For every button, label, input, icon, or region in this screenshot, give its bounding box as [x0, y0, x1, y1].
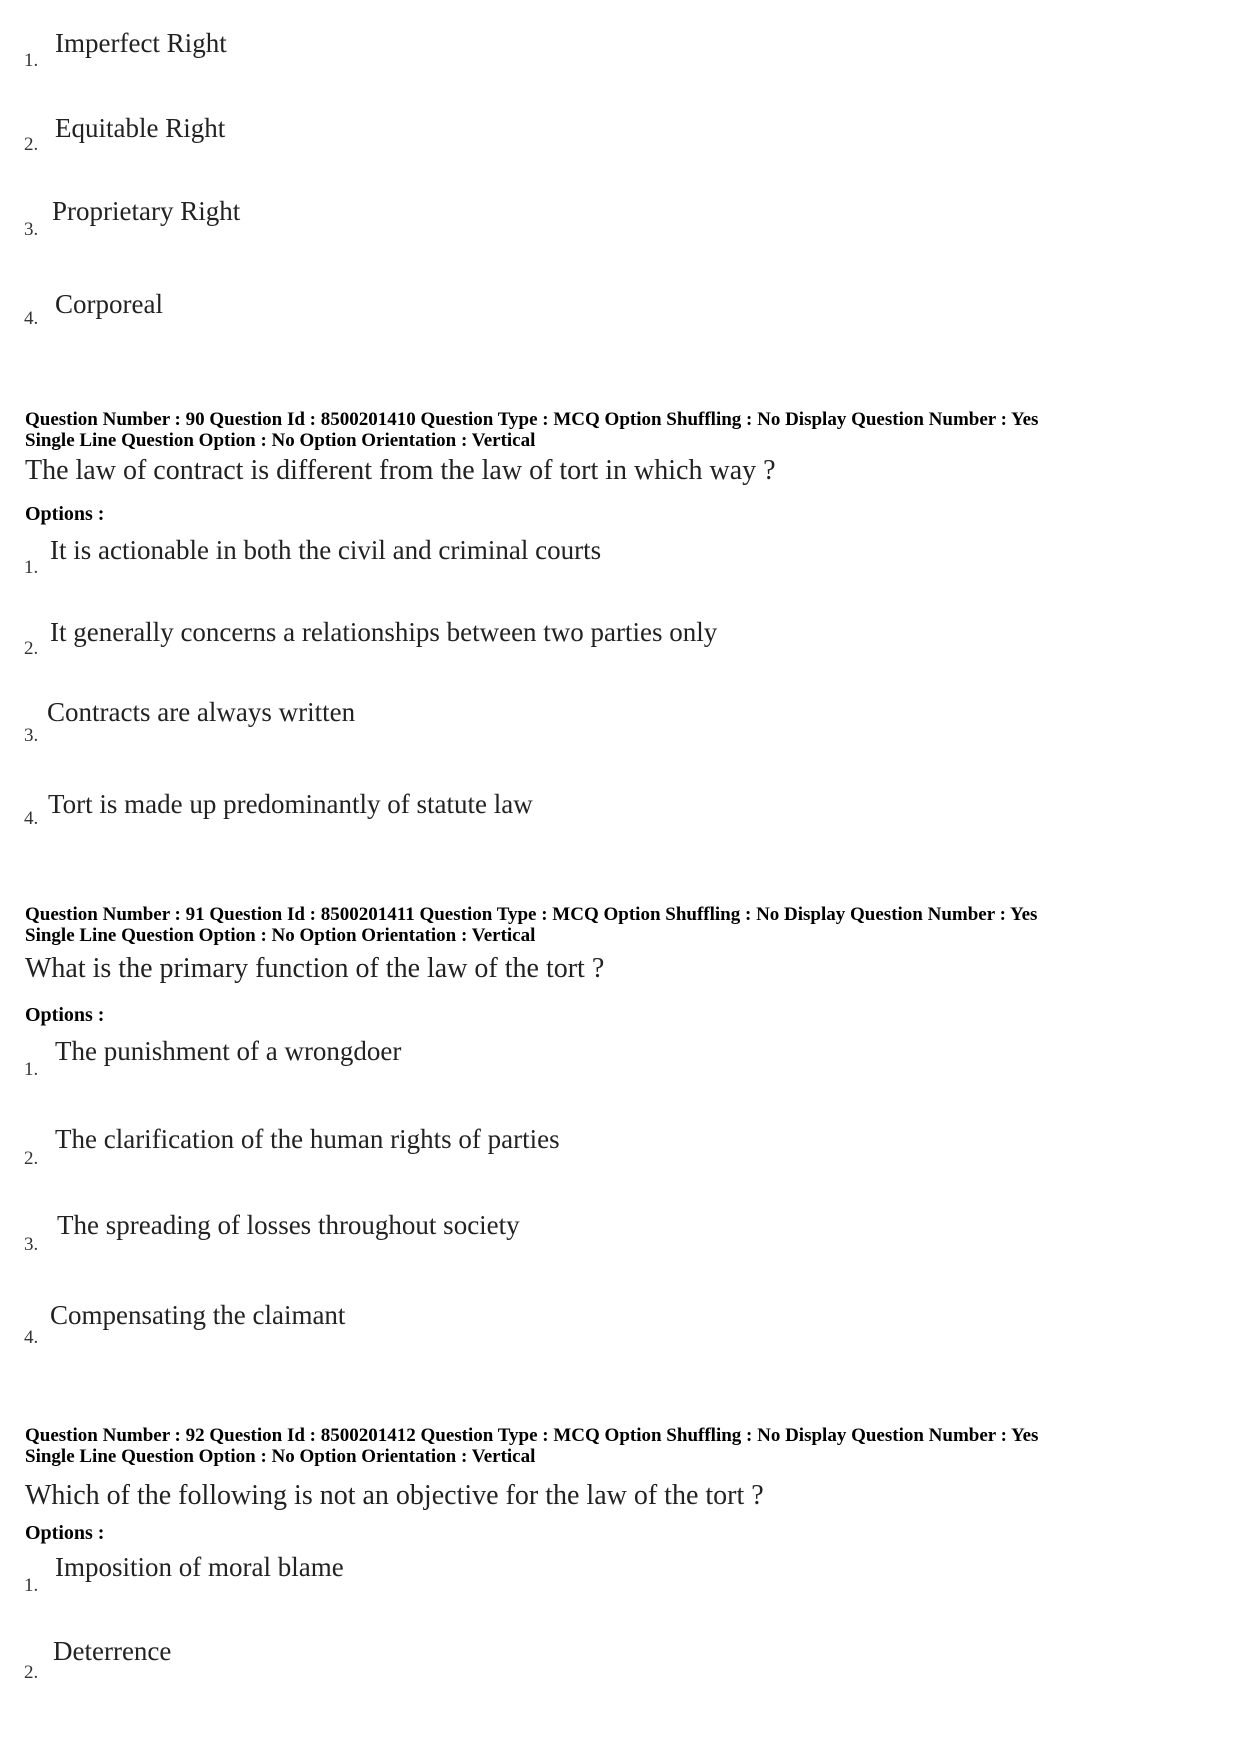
question-meta: Question Number : 90 Question Id : 8500201410 Question Type : MCQ Option Shuffling : No Display Question Number : Yes — [25, 409, 1039, 430]
option-text: Compensating the claimant — [50, 1300, 346, 1330]
question-text: Which of the following is not an objective for the law of the tort ? — [25, 1480, 764, 1511]
question-text: What is the primary function of the law of the tort ? — [25, 953, 605, 984]
question-meta: Single Line Question Option : No Option Orientation : Vertical — [25, 430, 536, 451]
option-number: 1. — [24, 1575, 39, 1596]
option-text: Imperfect Right — [55, 28, 227, 58]
option-text: Equitable Right — [55, 113, 226, 143]
option-text: The punishment of a wrongdoer — [55, 1036, 402, 1066]
option-text: Imposition of moral blame — [55, 1552, 344, 1582]
question-meta: Single Line Question Option : No Option Orientation : Vertical — [25, 1446, 536, 1467]
question-meta: Single Line Question Option : No Option Orientation : Vertical — [25, 925, 536, 946]
options-label: Options : — [25, 503, 105, 525]
option-number: 2. — [24, 1148, 39, 1169]
options-label: Options : — [25, 1522, 105, 1544]
option-number: 2. — [24, 638, 39, 659]
option-text: It is actionable in both the civil and criminal courts — [50, 535, 602, 565]
option-text: The clarification of the human rights of parties — [55, 1124, 560, 1154]
option-text: Proprietary Right — [52, 196, 241, 226]
option-text: Corporeal — [55, 289, 163, 319]
option-number: 4. — [24, 1327, 39, 1348]
option-number: 3. — [24, 1234, 39, 1255]
question-text: The law of contract is different from the law of tort in which way ? — [25, 455, 776, 486]
option-number: 3. — [24, 725, 39, 746]
option-number: 4. — [24, 808, 39, 829]
option-number: 3. — [24, 219, 39, 240]
option-number: 4. — [24, 308, 39, 329]
question-meta: Question Number : 91 Question Id : 8500201411 Question Type : MCQ Option Shuffling : No Display Question Number : Yes — [25, 904, 1038, 925]
option-text: It generally concerns a relationships between two parties only — [50, 617, 718, 647]
option-number: 2. — [24, 1662, 39, 1683]
question-meta: Question Number : 92 Question Id : 8500201412 Question Type : MCQ Option Shuffling : No Display Question Number : Yes — [25, 1425, 1039, 1446]
option-text: Deterrence — [53, 1636, 172, 1666]
options-label: Options : — [25, 1004, 105, 1026]
option-text: Contracts are always written — [47, 697, 356, 727]
option-number: 2. — [24, 134, 39, 155]
option-text: Tort is made up predominantly of statute law — [48, 789, 533, 819]
option-number: 1. — [24, 50, 39, 71]
option-text: The spreading of losses throughout society — [57, 1210, 520, 1240]
option-number: 1. — [24, 1059, 39, 1080]
option-number: 1. — [24, 557, 39, 578]
